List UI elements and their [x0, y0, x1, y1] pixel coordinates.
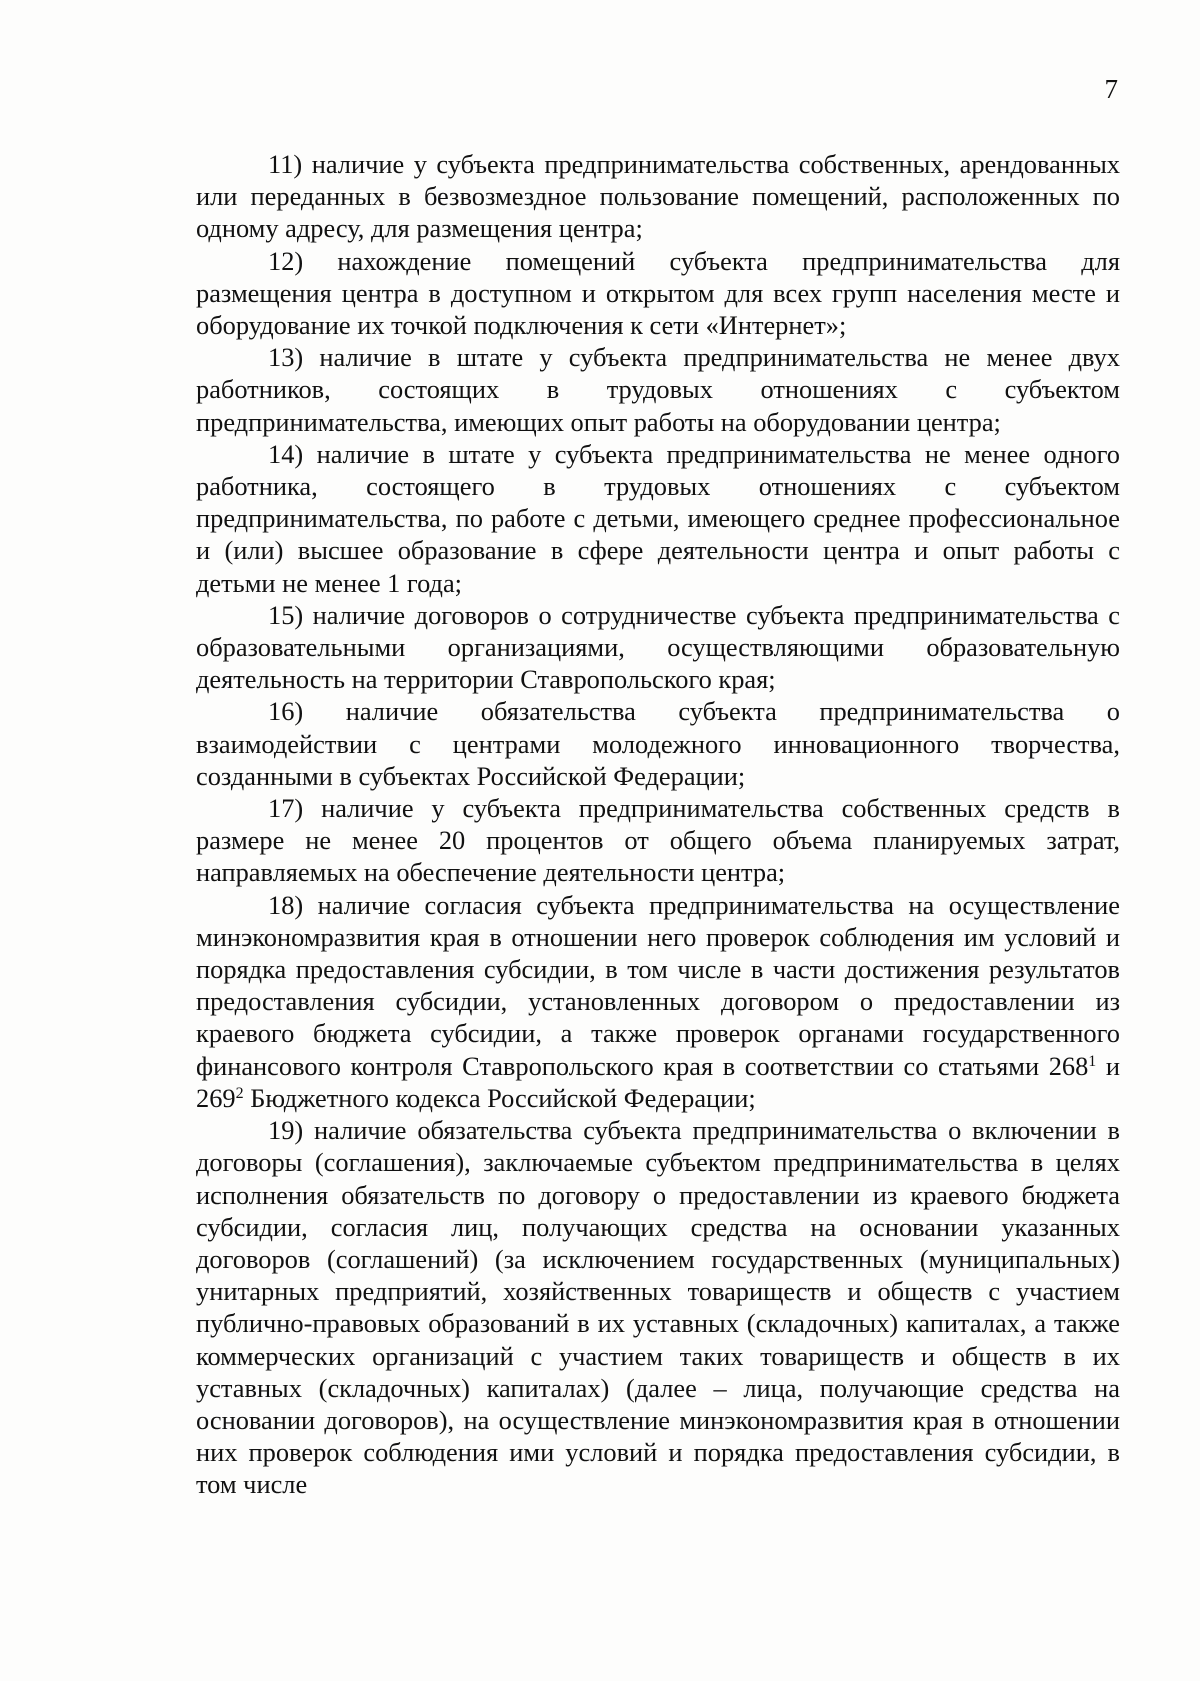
list-item-15: 15) наличие договоров о сотрудничестве субъекта предпринимательства с образовательными организациями, осуществляющими образовательную деятельность на территории Ставропольского края;	[196, 599, 1120, 695]
list-item-13: 13) наличие в штате у субъекта предпринимательства не менее двух работников, состоящих в трудовых отношениях с субъектом предпринимательства, имеющих опыт работы на оборудовании центра;	[196, 342, 1120, 437]
superscript-2: 2	[235, 1084, 244, 1102]
list-item-18-text-middle: и 269	[196, 1050, 1120, 1113]
list-item-19: 19) наличие обязательства субъекта предпринимательства о включении в договоры (соглашения), заключаемые субъектом предпринимательства в целях исполнения обязательств по договору о предоставлении из краевого бюджета субсидии, согласия лиц, получающих средства на основании указанных договоров (соглашений) (за исключением государственных (муниципальных) унитарных предприятий, хозяйственных товариществ и обществ с участием публично-правовых образований в их уставных (складочных) капиталах, а также коммерческих организаций с участием таких товариществ и обществ в их уставных (складочных) капиталах) (далее – лица, получающие средства на основании договоров), на осуществление минэкономразвития края в отношении них проверок соблюдения ими условий и порядка предоставления субсидии, в том числе	[196, 1115, 1120, 1500]
list-item-18-text-after: Бюджетного кодекса Российской Федерации;	[243, 1082, 756, 1113]
list-item-12: 12) нахождение помещений субъекта предпринимательства для размещения центра в доступном и открытом для всех групп населения месте и оборудование их точкой подключения к сети «Интернет»;	[196, 245, 1120, 341]
document-body	[196, 148, 1120, 1501]
list-item-14: 14) наличие в штате у субъекта предпринимательства не менее одного работника, состоящего в трудовых отношениях с субъектом предпринимательства, по работе с детьми, имеющего среднее профессиональное и (или) высшее образование в сфере деятельности центра и опыт работы с детьми не менее 1 года;	[196, 438, 1120, 598]
list-item-18	[196, 889, 1120, 1114]
page-number: 7	[1104, 74, 1118, 104]
list-item-11: 11) наличие у субъекта предпринимательства собственных, арендованных или переданных в безвозмездное пользование помещений, расположенных по одному адресу, для размещения центра;	[196, 149, 1120, 244]
list-item-17: 17) наличие у субъекта предпринимательства собственных средств в размере не менее 20 процентов от общего объема планируемых затрат, направляемых на обеспечение деятельности центра;	[196, 793, 1120, 888]
superscript-1: 1	[1088, 1052, 1097, 1070]
list-item-16: 16) наличие обязательства субъекта предпринимательства о взаимодействии с центрами молодежного инновационного творчества, созданными в субъектах Российской Федерации;	[196, 696, 1120, 791]
list-item-18-text-before: 18) наличие согласия субъекта предпринимательства на осуществление минэкономразвития края в отношении него проверок соблюдения им условий и порядка предоставления субсидии, в том числе в части достижения результатов предоставления субсидии, установленных договором о предоставлении из краевого бюджета субсидии, а также проверок органами государственного финансового контроля Ставропольского края в соответствии со статьями 268	[196, 889, 1120, 1081]
